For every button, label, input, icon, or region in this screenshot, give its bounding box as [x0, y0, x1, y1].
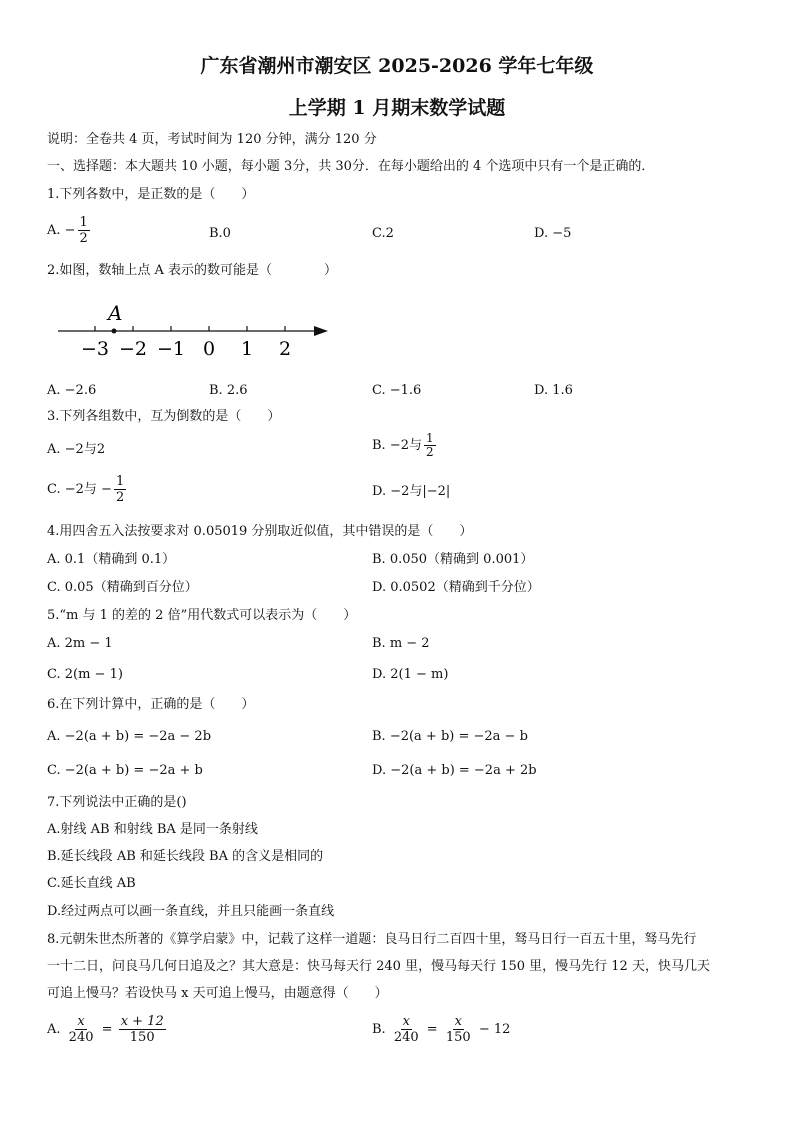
- q7-option-c: C.延长直线 AB: [47, 876, 136, 891]
- q8-option-b: B. $\frac{x}{240}$ = $\frac{x}{150}$ − 12: [372, 1014, 511, 1045]
- q2-option-b: B. 2.6: [209, 383, 248, 398]
- q7-option-a: A.射线 AB 和射线 BA 是同一条射线: [47, 822, 258, 837]
- number-line-tick-label: −2: [118, 338, 148, 360]
- q7-option-d: D.经过两点可以画一条直线，并且只能画一条直线: [47, 904, 335, 919]
- q5-option-b: B. m − 2: [372, 636, 430, 651]
- q4-option-b: B. 0.050（精确到 0.001）: [372, 552, 534, 567]
- q4-option-c: C. 0.05（精确到百分位）: [47, 580, 198, 595]
- q5-option-d: D. 2(1 − m): [372, 667, 449, 682]
- q3-option-c: C. −2与 − $\frac{1}{2}$: [47, 474, 125, 505]
- number-line-tick-label: −3: [80, 338, 110, 360]
- q5-option-a: A. 2m − 1: [47, 636, 113, 651]
- point-a-dot: [112, 329, 117, 334]
- q4-option-a: A. 0.1（精确到 0.1）: [47, 552, 176, 567]
- question-2-stem: 2.如图，数轴上点 A 表示的数可能是（ ）: [47, 263, 338, 278]
- q3-option-b: B. −2与 $\frac{1}{2}$: [372, 431, 434, 459]
- number-line-tick-label: 1: [240, 338, 254, 360]
- question-7-stem: 7.下列说法中正确的是(): [47, 795, 187, 810]
- number-line-tick-label: 2: [278, 338, 292, 360]
- q6-option-a: A. −2(a + b) = −2a − 2b: [47, 729, 212, 744]
- number-line-tick-label: −1: [156, 338, 186, 360]
- number-line-tick-label: 0: [202, 338, 216, 360]
- page-title-line1: 广东省潮州市潮安区 2025-2026 学年七年级: [200, 55, 594, 77]
- instructions: 说明：全卷共 4 页，考试时间为 120 分钟，满分 120 分: [47, 132, 377, 147]
- q4-option-d: D. 0.0502（精确到千分位）: [372, 580, 540, 595]
- q3-option-d: D. −2与|−2|: [372, 484, 451, 499]
- question-8-line2: 一十二日，问良马几何日追及之？其大意是：快马每天行 240 里，慢马每天行 150 里，慢马先行 12 天，快马几天: [47, 959, 710, 974]
- q2-option-a: A. −2.6: [47, 383, 97, 398]
- q6-option-d: D. −2(a + b) = −2a + 2b: [372, 763, 537, 778]
- q3-option-a: A. −2与2: [47, 442, 106, 457]
- q1-option-a: A. − $\frac{1}{2}$: [47, 215, 88, 246]
- q1-option-d: D. −5: [534, 226, 572, 241]
- question-8-line3: 可追上慢马？若设快马 x 天可追上慢马，由题意得（ ）: [47, 986, 388, 1001]
- q6-option-b: B. −2(a + b) = −2a − b: [372, 729, 528, 744]
- q7-option-b: B.延长线段 AB 和延长线段 BA 的含义是相同的: [47, 849, 324, 864]
- question-6-stem: 6.在下列计算中，正确的是（ ）: [47, 697, 255, 712]
- q5-option-c: C. 2(m − 1): [47, 667, 123, 682]
- q1-option-c: C.2: [372, 226, 394, 241]
- question-4-stem: 4.用四舍五入法按要求对 0.05019 分别取近似值，其中错误的是（ ）: [47, 524, 473, 539]
- question-8-line1: 8.元朝朱世杰所著的《算学启蒙》中，记载了这样一道题：良马日行二百四十里，驽马日行一百五十里，驽马先行: [47, 932, 697, 947]
- point-a-label: A: [108, 301, 123, 325]
- number-line-figure: [52, 300, 342, 362]
- question-5-stem: 5.“m 与 1 的差的 2 倍”用代数式可以表示为（ ）: [47, 608, 357, 623]
- q8-option-a: A. $\frac{x}{240}$ = $\frac{x + 12}{150}$: [47, 1014, 164, 1045]
- question-1-stem: 1.下列各数中，是正数的是（ ）: [47, 187, 255, 202]
- q2-option-c: C. −1.6: [372, 383, 422, 398]
- q2-option-d: D. 1.6: [534, 383, 573, 398]
- q1-option-b: B.0: [209, 226, 231, 241]
- question-3-stem: 3.下列各组数中，互为倒数的是（ ）: [47, 409, 281, 424]
- q6-option-c: C. −2(a + b) = −2a + b: [47, 763, 203, 778]
- number-line-arrow: [314, 326, 328, 336]
- page-title-line2: 上学期 1 月期末数学试题: [288, 97, 506, 119]
- section-heading: 一、选择题：本大题共 10 小题，每小题 3分，共 30分．在每小题给出的 4 个选项中只有一个是正确的．: [47, 159, 655, 174]
